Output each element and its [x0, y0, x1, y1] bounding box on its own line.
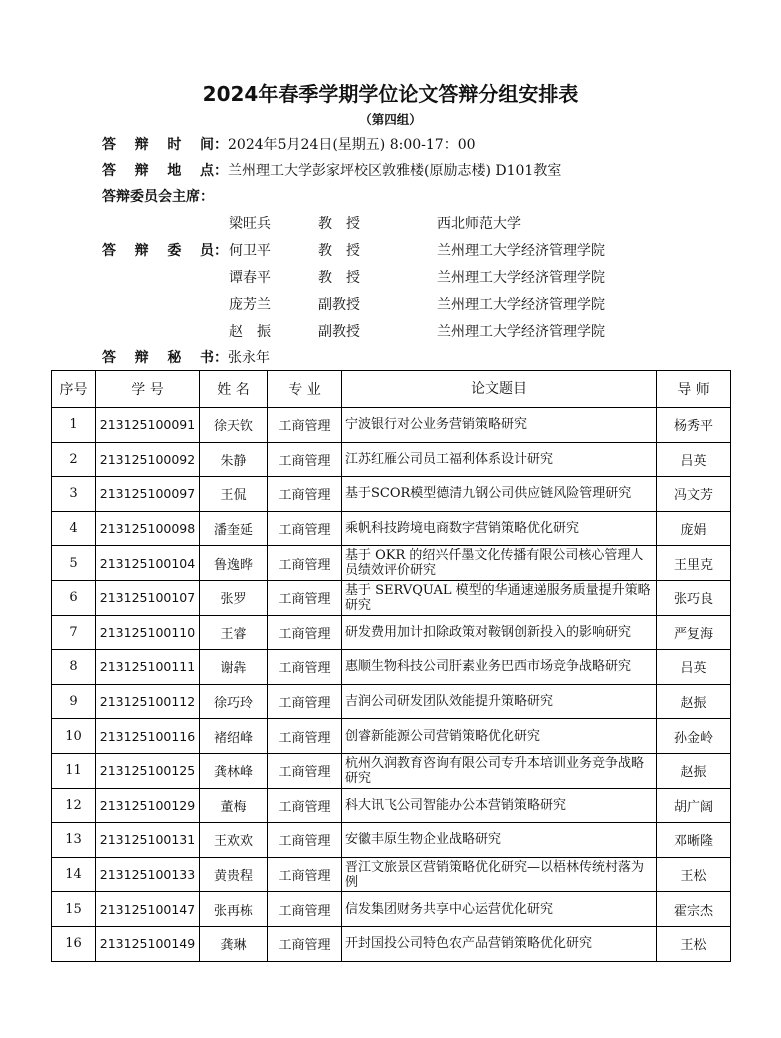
cell-no: 1 — [52, 408, 96, 443]
cell-topic: 江苏红雁公司员工福利体系设计研究 — [342, 442, 657, 477]
cell-student-id: 213125100091 — [96, 408, 200, 443]
cell-no: 12 — [52, 788, 96, 823]
table-row — [52, 511, 731, 546]
cell-student-id: 213125100097 — [96, 477, 200, 512]
header-name: 姓 名 — [200, 371, 268, 408]
cell-no: 13 — [52, 823, 96, 858]
cell-student-name: 王睿 — [200, 615, 268, 650]
member-title: 副教授 — [318, 324, 360, 340]
cell-student-id: 213125100092 — [96, 442, 200, 477]
schedule-table — [51, 370, 731, 962]
member-org: 兰州理工大学经济管理学院 — [437, 324, 605, 340]
cell-advisor: 邓晰隆 — [657, 823, 731, 858]
label-char: 答 — [102, 137, 116, 153]
label-char: 点： — [199, 163, 228, 179]
cell-student-name: 鲁逸晔 — [200, 546, 268, 581]
committee-chair-row — [102, 186, 214, 208]
table-body — [52, 408, 731, 962]
member-org: 兰州理工大学经济管理学院 — [437, 297, 605, 313]
header-topic: 论文题目 — [342, 371, 657, 408]
cell-advisor: 王松 — [657, 857, 731, 892]
member-org: 西北师范大学 — [437, 216, 521, 232]
cell-major: 工商管理 — [268, 823, 342, 858]
cell-major: 工商管理 — [268, 857, 342, 892]
cell-major: 工商管理 — [268, 511, 342, 546]
cell-student-id: 213125100111 — [96, 650, 200, 685]
cell-major: 工商管理 — [268, 615, 342, 650]
cell-student-name: 徐巧玲 — [200, 684, 268, 719]
cell-advisor: 张巧良 — [657, 580, 731, 615]
cell-student-id: 213125100129 — [96, 788, 200, 823]
secretary-label — [102, 347, 228, 369]
cell-advisor: 胡广阔 — [657, 788, 731, 823]
member-org: 兰州理工大学经济管理学院 — [437, 270, 605, 286]
cell-topic: 基于SCOR模型德清九钢公司供应链风险管理研究 — [342, 477, 657, 512]
cell-topic: 基于 OKR 的绍兴仟墨文化传播有限公司核心管理人员绩效评价研究 — [342, 546, 657, 581]
cell-no: 5 — [52, 546, 96, 581]
cell-advisor: 王松 — [657, 926, 731, 961]
table-row — [52, 753, 731, 788]
cell-student-id: 213125100107 — [96, 580, 200, 615]
cell-student-name: 张罗 — [200, 580, 268, 615]
label-char: 辩 — [134, 243, 149, 259]
cell-topic: 惠顺生物科技公司肝素业务巴西市场竞争战略研究 — [342, 650, 657, 685]
cell-no: 11 — [52, 753, 96, 788]
secretary-value: 张永年 — [228, 350, 270, 366]
committee-members-label — [102, 240, 228, 262]
table-row — [52, 477, 731, 512]
cell-advisor: 王里克 — [657, 546, 731, 581]
cell-no: 10 — [52, 719, 96, 754]
header-student-id: 学 号 — [96, 371, 200, 408]
cell-student-name: 徐天钦 — [200, 408, 268, 443]
cell-advisor: 赵振 — [657, 753, 731, 788]
label-char: 辩 — [134, 137, 149, 153]
cell-major: 工商管理 — [268, 546, 342, 581]
cell-major: 工商管理 — [268, 580, 342, 615]
label-char: 秘 — [167, 350, 182, 366]
cell-no: 6 — [52, 580, 96, 615]
cell-advisor: 冯文芳 — [657, 477, 731, 512]
cell-student-name: 龚琳 — [200, 926, 268, 961]
cell-advisor: 庞娟 — [657, 511, 731, 546]
cell-student-id: 213125100104 — [96, 546, 200, 581]
cell-no: 2 — [52, 442, 96, 477]
cell-major: 工商管理 — [268, 719, 342, 754]
label-char: 答 — [102, 350, 116, 366]
cell-no: 15 — [52, 892, 96, 927]
cell-student-id: 213125100098 — [96, 511, 200, 546]
label-char: 时 — [167, 137, 182, 153]
member-title: 教 授 — [318, 270, 360, 286]
member-name: 庞芳兰 — [229, 297, 271, 313]
table-row — [52, 580, 731, 615]
label-char: 书： — [199, 350, 228, 366]
cell-student-name: 褚绍峰 — [200, 719, 268, 754]
defense-place-row — [102, 160, 561, 182]
cell-student-name: 龚林峰 — [200, 753, 268, 788]
cell-student-id: 213125100112 — [96, 684, 200, 719]
table-row — [52, 719, 731, 754]
member-name: 赵 振 — [229, 324, 271, 340]
label-char: 间： — [199, 137, 228, 153]
cell-major: 工商管理 — [268, 442, 342, 477]
table-row — [52, 408, 731, 443]
table-row — [52, 615, 731, 650]
cell-advisor: 赵振 — [657, 684, 731, 719]
cell-advisor: 吕英 — [657, 650, 731, 685]
cell-student-name: 潘奎延 — [200, 511, 268, 546]
member-org: 兰州理工大学经济管理学院 — [437, 243, 605, 259]
table-row — [52, 926, 731, 961]
member-title: 教 授 — [318, 216, 360, 232]
cell-no: 14 — [52, 857, 96, 892]
table-header-row — [52, 371, 731, 408]
label-char: 委 — [167, 243, 182, 259]
cell-topic: 信发集团财务共享中心运营优化研究 — [342, 892, 657, 927]
header-no: 序号 — [52, 371, 96, 408]
cell-topic: 科大讯飞公司智能办公本营销策略研究 — [342, 788, 657, 823]
cell-topic: 乘帆科技跨境电商数字营销策略优化研究 — [342, 511, 657, 546]
cell-major: 工商管理 — [268, 753, 342, 788]
defense-time-row — [102, 134, 476, 156]
cell-student-name: 董梅 — [200, 788, 268, 823]
cell-major: 工商管理 — [268, 650, 342, 685]
header-major: 专 业 — [268, 371, 342, 408]
cell-topic: 基于 SERVQUAL 模型的华通速递服务质量提升策略研究 — [342, 580, 657, 615]
cell-topic: 杭州久润教育咨询有限公司专升本培训业务竞争战略研究 — [342, 753, 657, 788]
member-name: 谭春平 — [229, 270, 271, 286]
cell-student-name: 朱静 — [200, 442, 268, 477]
cell-advisor: 严复海 — [657, 615, 731, 650]
cell-topic: 创睿新能源公司营销策略优化研究 — [342, 719, 657, 754]
cell-no: 8 — [52, 650, 96, 685]
cell-student-id: 213125100133 — [96, 857, 200, 892]
cell-major: 工商管理 — [268, 477, 342, 512]
cell-student-id: 213125100110 — [96, 615, 200, 650]
defense-place-value: 兰州理工大学彭家坪校区敦雅楼(原励志楼) D101教室 — [228, 163, 562, 179]
cell-student-id: 213125100116 — [96, 719, 200, 754]
defense-time-value: 2024年5月24日(星期五) 8:00-17：00 — [228, 137, 476, 153]
label-char: 员： — [199, 243, 228, 259]
cell-advisor: 吕英 — [657, 442, 731, 477]
table-row — [52, 684, 731, 719]
cell-advisor: 霍宗杰 — [657, 892, 731, 927]
cell-topic: 晋江文旅景区营销策略优化研究—以梧林传统村落为例 — [342, 857, 657, 892]
cell-major: 工商管理 — [268, 892, 342, 927]
table-row — [52, 892, 731, 927]
cell-student-id: 213125100125 — [96, 753, 200, 788]
label-char: 答 — [102, 163, 116, 179]
cell-major: 工商管理 — [268, 408, 342, 443]
cell-no: 9 — [52, 684, 96, 719]
cell-topic: 开封国投公司特色农产品营销策略优化研究 — [342, 926, 657, 961]
cell-topic: 吉润公司研发团队效能提升策略研究 — [342, 684, 657, 719]
cell-topic: 安徽丰原生物企业战略研究 — [342, 823, 657, 858]
cell-student-name: 张再栋 — [200, 892, 268, 927]
cell-student-id: 213125100147 — [96, 892, 200, 927]
cell-major: 工商管理 — [268, 684, 342, 719]
table-row — [52, 788, 731, 823]
member-title: 副教授 — [318, 297, 360, 313]
cell-topic: 研发费用加计扣除政策对鞍钢创新投入的影响研究 — [342, 615, 657, 650]
cell-student-name: 王侃 — [200, 477, 268, 512]
cell-advisor: 杨秀平 — [657, 408, 731, 443]
cell-no: 4 — [52, 511, 96, 546]
label-char: 地 — [167, 163, 182, 179]
committee-chair-label: 答辩委员会主席： — [102, 189, 214, 205]
label-char: 答 — [102, 243, 116, 259]
cell-advisor: 孙金岭 — [657, 719, 731, 754]
cell-major: 工商管理 — [268, 788, 342, 823]
document-title: 2024年春季学期学位论文答辩分组安排表 — [202, 82, 579, 106]
cell-no: 7 — [52, 615, 96, 650]
cell-student-name: 谢犇 — [200, 650, 268, 685]
cell-topic: 宁波银行对公业务营销策略研究 — [342, 408, 657, 443]
defense-time-label — [102, 134, 228, 156]
cell-no: 3 — [52, 477, 96, 512]
defense-place-label — [102, 160, 228, 182]
label-char: 辩 — [134, 163, 149, 179]
header-advisor: 导 师 — [657, 371, 731, 408]
cell-student-name: 王欢欢 — [200, 823, 268, 858]
cell-student-id: 213125100149 — [96, 926, 200, 961]
member-name: 何卫平 — [229, 243, 271, 259]
cell-student-id: 213125100131 — [96, 823, 200, 858]
member-title: 教 授 — [318, 243, 360, 259]
table-row — [52, 650, 731, 685]
cell-major: 工商管理 — [268, 926, 342, 961]
table-row — [52, 546, 731, 581]
table-row — [52, 857, 731, 892]
table-row — [52, 823, 731, 858]
table-row — [52, 442, 731, 477]
cell-student-name: 黄贵程 — [200, 857, 268, 892]
secretary-row — [102, 347, 270, 369]
member-name: 梁旺兵 — [229, 216, 271, 232]
group-subtitle: （第四组） — [359, 112, 422, 127]
cell-no: 16 — [52, 926, 96, 961]
committee-members-row — [102, 240, 228, 262]
label-char: 辩 — [134, 350, 149, 366]
